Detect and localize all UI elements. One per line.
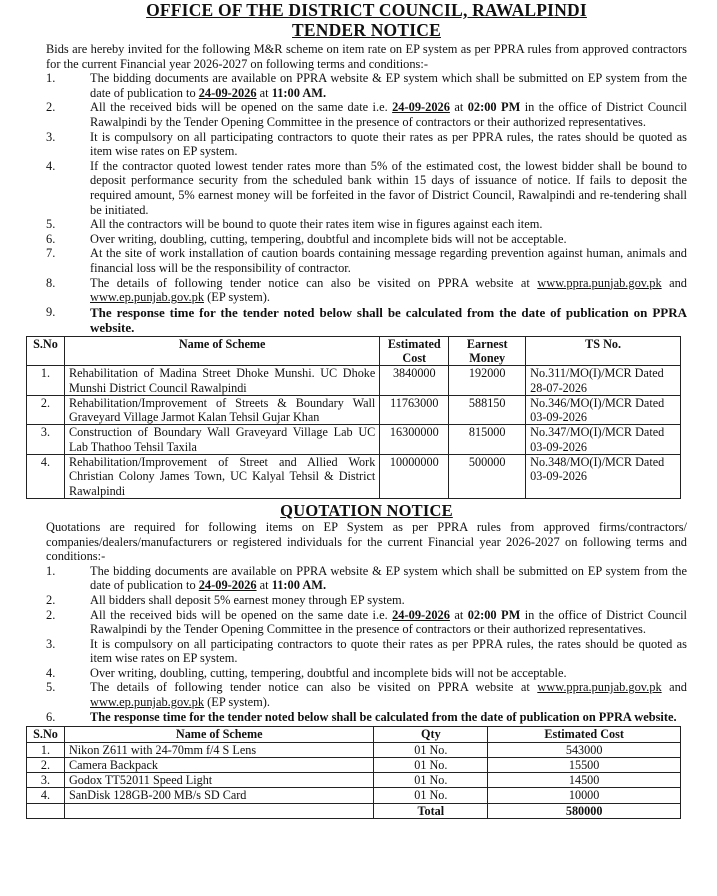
item-text: All the contractors will be bound to quote their rates item wise in figures against each item. <box>90 217 543 232</box>
quotation-condition-4 <box>46 666 687 681</box>
item-text: The details of following tender notice can also be visited on PPRA website at <box>90 275 538 290</box>
item-number: 1. <box>46 563 56 578</box>
tender-schemes-table <box>26 336 681 499</box>
cell-earnest-money: 192000 <box>449 366 526 396</box>
item-number: 3. <box>46 129 56 144</box>
table-row <box>27 757 681 772</box>
table-row <box>27 395 681 425</box>
item-number: 2. <box>46 592 56 607</box>
cell-cost: 543000 <box>488 742 681 757</box>
opening-time: 11:00 AM. <box>271 85 327 100</box>
opening-time: 11:00 AM. <box>271 578 327 593</box>
cell-cost: 10000 <box>488 788 681 803</box>
table-row <box>27 788 681 803</box>
item-text-join: and <box>661 680 687 695</box>
cell-qty: 01 No. <box>374 742 488 757</box>
cell-empty <box>27 803 65 818</box>
cell-ts-no: No.347/MO(I)/MCR Dated 03-09-2026 <box>526 425 681 455</box>
item-number: 1. <box>46 71 56 86</box>
quotation-condition-2a <box>46 593 687 608</box>
item-number: 4. <box>46 158 56 173</box>
cell-scheme: Camera Backpack <box>64 757 373 772</box>
tender-condition-7 <box>46 246 687 275</box>
quotation-notice-title: QUOTATION NOTICE <box>280 500 453 520</box>
col-header-sno: S.No <box>27 727 65 742</box>
cell-cost: 3840000 <box>380 366 449 396</box>
cell-sno: 3. <box>27 773 65 788</box>
table-header-row <box>27 727 681 742</box>
cell-cost: 16300000 <box>380 425 449 455</box>
tender-condition-8 <box>46 276 687 305</box>
item-text: Over writing, doubling, cutting, tempering, doubtful and incomplete bids will not be acceptable. <box>90 665 567 680</box>
cell-scheme: Rehabilitation of Madina Street Dhoke Munshi. UC Dhoke Munshi District Council Rawalpindi <box>64 366 379 396</box>
quotation-condition-1 <box>46 564 687 593</box>
quotation-condition-6 <box>46 710 687 725</box>
item-text: It is compulsory on all participating contractors to quote their rates as per PPRA rules, the rates should be quoted as item wise rates on EP system. <box>90 636 687 666</box>
col-header-scheme: Name of Scheme <box>64 336 379 366</box>
cell-qty: 01 No. <box>374 757 488 772</box>
cell-sno: 2. <box>27 757 65 772</box>
cell-sno: 4. <box>27 788 65 803</box>
cell-scheme: Construction of Boundary Wall Graveyard Village Lab UC Lab Thathoo Tehsil Taxila <box>64 425 379 455</box>
item-number: 9. <box>46 304 56 319</box>
item-number: 7. <box>46 246 56 261</box>
ep-website-link[interactable]: www.ep.punjab.gov.pk <box>90 290 205 305</box>
cell-scheme: Rehabilitation/Improvement of Streets & Boundary Wall Graveyard Village Jarmot Kalan Tehsil Gujar Khan <box>64 395 379 425</box>
item-text-post: (EP system). <box>204 290 270 305</box>
cell-cost: 14500 <box>488 773 681 788</box>
tender-condition-5 <box>46 217 687 232</box>
item-text: The details of following tender notice can also be visited on PPRA website at <box>90 680 538 695</box>
item-text-join: at <box>449 100 468 115</box>
opening-time: 02:00 PM <box>467 607 521 622</box>
item-text-join: at <box>256 578 272 593</box>
tender-condition-6 <box>46 232 687 247</box>
item-text: If the contractor quoted lowest tender rates more than 5% of the estimated cost, the lowest bidder shall be bound to deposit performance security from the scheduled bank within 15 days of issuance of notice. If fails to deposit the required amount, 5% earnest money will be forfeited in the favor of District Council, Rawalpindi and re-tendering shall be initiated. <box>90 158 687 217</box>
cell-scheme: SanDisk 128GB-200 MB/s SD Card <box>64 788 373 803</box>
item-text-join: at <box>256 85 272 100</box>
cell-scheme: Nikon Z611 with 24-70mm f/4 S Lens <box>64 742 373 757</box>
cell-sno: 1. <box>27 742 65 757</box>
cell-scheme: Rehabilitation/Improvement of Street and Allied Work Christian Colony James Town, UC Kalyal Tehsil & District Rawalpindi <box>64 455 379 499</box>
tender-notice-title: TENDER NOTICE <box>292 20 441 40</box>
item-text-post: in the office of District Council Rawalpindi by the Tender Opening Committee in the presence of contractors or their authorized representatives. <box>90 607 687 637</box>
cell-sno: 3. <box>27 425 65 455</box>
opening-date: 24-09-2026 <box>392 607 450 622</box>
table-row <box>27 742 681 757</box>
col-header-sno: S.No <box>27 336 65 366</box>
total-value: 580000 <box>488 803 681 818</box>
item-text: At the site of work installation of caution boards containing message regarding prevention against human, animals and financial loss will be the responsibility of contractor. <box>90 246 687 275</box>
table-header-row <box>27 336 681 366</box>
item-text-post: in the office of District Council Rawalpindi by the Tender Opening Committee in the presence of contractors or their authorized representatives. <box>90 100 687 129</box>
item-number: 8. <box>46 275 56 290</box>
opening-date: 24-09-2026 <box>198 85 257 100</box>
item-text: All the received bids will be opened on the same date i.e. <box>90 100 393 115</box>
item-number: 5. <box>46 680 56 695</box>
item-number: 2. <box>46 607 56 622</box>
quotation-conditions-list <box>46 564 687 725</box>
col-header-ts-no: TS No. <box>526 336 681 366</box>
tender-condition-4 <box>46 159 687 217</box>
cell-qty: 01 No. <box>374 773 488 788</box>
col-header-scheme: Name of Scheme <box>64 727 373 742</box>
cell-sno: 4. <box>27 455 65 499</box>
cell-empty <box>64 803 373 818</box>
tender-conditions-list <box>46 71 687 335</box>
item-text: Over writing, doubling, cutting, tempering, doubtful and incomplete bids will not be acceptable. <box>90 231 567 246</box>
col-header-qty: Qty <box>374 727 488 742</box>
tender-condition-3 <box>46 130 687 159</box>
item-text: All the received bids will be opened on the same date i.e. <box>90 607 393 622</box>
table-total-row <box>27 803 681 818</box>
ppra-website-link[interactable]: www.ppra.punjab.gov.pk <box>537 275 662 290</box>
cell-cost: 10000000 <box>380 455 449 499</box>
quotation-condition-3 <box>46 637 687 666</box>
opening-date: 24-09-2026 <box>198 578 257 593</box>
cell-ts-no: No.346/MO(I)/MCR Dated 03-09-2026 <box>526 395 681 425</box>
table-row <box>27 455 681 499</box>
cell-sno: 1. <box>27 366 65 396</box>
table-row <box>27 425 681 455</box>
cell-earnest-money: 500000 <box>449 455 526 499</box>
cell-cost: 15500 <box>488 757 681 772</box>
tender-condition-2 <box>46 100 687 129</box>
table-row <box>27 366 681 396</box>
ep-website-link[interactable]: www.ep.punjab.gov.pk <box>90 695 205 710</box>
item-number: 5. <box>46 217 56 232</box>
table-row <box>27 773 681 788</box>
item-text-join: and <box>661 275 687 290</box>
opening-date: 24-09-2026 <box>392 100 450 115</box>
total-label: Total <box>374 803 488 818</box>
quotation-items-table <box>26 726 681 819</box>
item-number: 2. <box>46 100 56 115</box>
item-text-join: at <box>449 607 468 622</box>
cell-earnest-money: 815000 <box>449 425 526 455</box>
item-number: 4. <box>46 665 56 680</box>
item-number: 6. <box>46 231 56 246</box>
col-header-estimated-cost: Estimated Cost <box>488 727 681 742</box>
tender-condition-1 <box>46 71 687 100</box>
cell-scheme: Godox TT52011 Speed Light <box>64 773 373 788</box>
tender-condition-9 <box>46 305 687 335</box>
item-text: It is compulsory on all participating contractors to quote their rates as per PPRA rules, the rates should be quoted as item wise rates on EP system. <box>90 129 687 159</box>
col-header-estimated-cost: Estimated Cost <box>380 336 449 366</box>
cell-ts-no: No.311/MO(I)/MCR Dated 28-07-2026 <box>526 366 681 396</box>
item-text: The bidding documents are available on PPRA website & EP system which shall be submitted on EP system from the date of publication to <box>90 71 687 100</box>
opening-time: 02:00 PM <box>467 100 521 115</box>
tender-intro: Bids are hereby invited for the following M&R scheme on item rate on EP system as per PPRA rules from approved contractors for the current Financial year 2026-2027 on following terms and conditions:- <box>46 42 687 71</box>
item-text-post: (EP system). <box>204 695 270 710</box>
item-number: 3. <box>46 636 56 651</box>
ppra-website-link[interactable]: www.ppra.punjab.gov.pk <box>537 680 662 695</box>
cell-cost: 11763000 <box>380 395 449 425</box>
quotation-intro: Quotations are required for following items on EP System as per PPRA rules from approved firms/contractors/ companies/dealers/manufacturers or registered individuals for the current Financial year 2026-2027 on following terms and conditions:- <box>46 519 687 564</box>
item-text: All bidders shall deposit 5% earnest money through EP system. <box>90 592 405 607</box>
col-header-earnest-money: Earnest Money <box>449 336 526 366</box>
cell-sno: 2. <box>27 395 65 425</box>
item-number: 6. <box>46 709 56 724</box>
quotation-condition-5 <box>46 680 687 709</box>
quotation-condition-2b <box>46 608 687 637</box>
office-title: OFFICE OF THE DISTRICT COUNCIL, RAWALPINDI <box>146 0 587 20</box>
cell-qty: 01 No. <box>374 788 488 803</box>
item-text: The response time for the tender noted below shall be calculated from the date of publication on PPRA website. <box>90 304 687 335</box>
item-text: The response time for the tender noted below shall be calculated from the date of publication on PPRA website. <box>90 709 677 724</box>
cell-ts-no: No.348/MO(I)/MCR Dated 03-09-2026 <box>526 455 681 499</box>
item-text: The bidding documents are available on PPRA website & EP system which shall be submitted on EP system from the date of publication to <box>90 563 687 593</box>
cell-earnest-money: 588150 <box>449 395 526 425</box>
